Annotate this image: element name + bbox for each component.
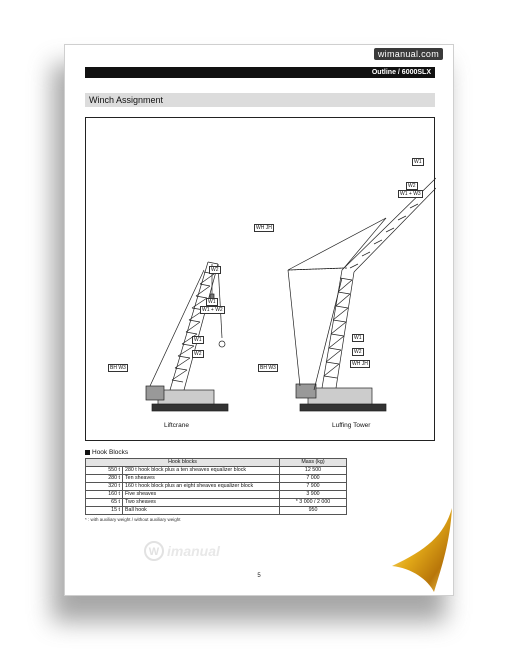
- caption-liftcrane: Liftcrane: [164, 422, 189, 429]
- winch-figure: [85, 117, 435, 441]
- table-row: [86, 483, 347, 491]
- row-mass: 12 500: [280, 467, 347, 475]
- site-watermark: wimanual.com: [374, 48, 443, 60]
- label-right-w1b: W1: [354, 335, 362, 341]
- liftcrane-drawing: [146, 262, 228, 411]
- table-footnote: * : with auxiliary weight / without auxiliary weight: [85, 517, 181, 522]
- row-description: Ball hook: [123, 507, 280, 515]
- row-mass: * 3 000 / 2 000: [280, 499, 347, 507]
- row-description: Ten sheaves: [123, 475, 280, 483]
- table-row: [86, 475, 347, 483]
- label-right-wh-jh-2: WH JH: [352, 361, 368, 367]
- row-capacity: 65 t: [86, 499, 123, 507]
- row-description: Two sheaves: [123, 499, 280, 507]
- header-mass: Mass (kg): [280, 459, 347, 467]
- svg-text:imanual: imanual: [167, 543, 220, 559]
- luffing-tower-drawing: [288, 178, 436, 411]
- label-left-w1-w2: W1 + W2: [202, 307, 223, 313]
- label-right-w2b: W2: [354, 349, 362, 355]
- hook-blocks-heading: [85, 449, 128, 456]
- label-left-w1b: W1: [194, 337, 202, 343]
- hook-blocks-table: [85, 458, 347, 515]
- wimanual-watermark-logo: [143, 540, 253, 562]
- row-capacity: 320 t: [86, 483, 123, 491]
- row-mass: 7 000: [280, 475, 347, 483]
- label-right-bh: BH W3: [260, 365, 276, 371]
- table-row: [86, 507, 347, 515]
- row-capacity: 550 t: [86, 467, 123, 475]
- row-description: 280 t hook block plus a ten sheaves equalizer block: [123, 467, 280, 475]
- table-header-row: [86, 459, 347, 467]
- hook-blocks-title: Hook Blocks: [92, 449, 129, 456]
- bullet-square-icon: [85, 450, 90, 455]
- label-left-w1: W1: [208, 299, 216, 305]
- table-row: [86, 491, 347, 499]
- page-number: 5: [257, 573, 261, 579]
- row-capacity: 15 t: [86, 507, 123, 515]
- table-row: [86, 467, 347, 475]
- label-left-w2: W2: [211, 267, 219, 273]
- crane-drawings: [86, 118, 436, 442]
- row-mass: 950: [280, 507, 347, 515]
- page-curl-icon: [386, 506, 458, 592]
- label-left-w2b: W2: [194, 351, 202, 357]
- table-row: [86, 499, 347, 507]
- label-right-w2: W2: [408, 183, 416, 189]
- label-right-w1: W1: [414, 159, 422, 165]
- svg-text:W: W: [148, 546, 160, 558]
- outline-header-bar: Outline / 6000SLX: [85, 67, 435, 78]
- header-hook-blocks: Hook blocks: [86, 459, 280, 467]
- row-description: 160 t hook block plus an eight sheaves equalizer block: [123, 483, 280, 491]
- section-title: Winch Assignment: [85, 93, 435, 107]
- label-right-wh-jh: WH JH: [256, 225, 272, 231]
- caption-luffing-tower: Luffing Tower: [332, 422, 371, 429]
- label-left-bh: BH W3: [110, 365, 126, 371]
- row-capacity: 160 t: [86, 491, 123, 499]
- row-capacity: 280 t: [86, 475, 123, 483]
- row-description: Five sheaves: [123, 491, 280, 499]
- label-right-w1-w3: W1 + W3: [400, 191, 421, 197]
- row-mass: 7 900: [280, 483, 347, 491]
- row-mass: 3 900: [280, 491, 347, 499]
